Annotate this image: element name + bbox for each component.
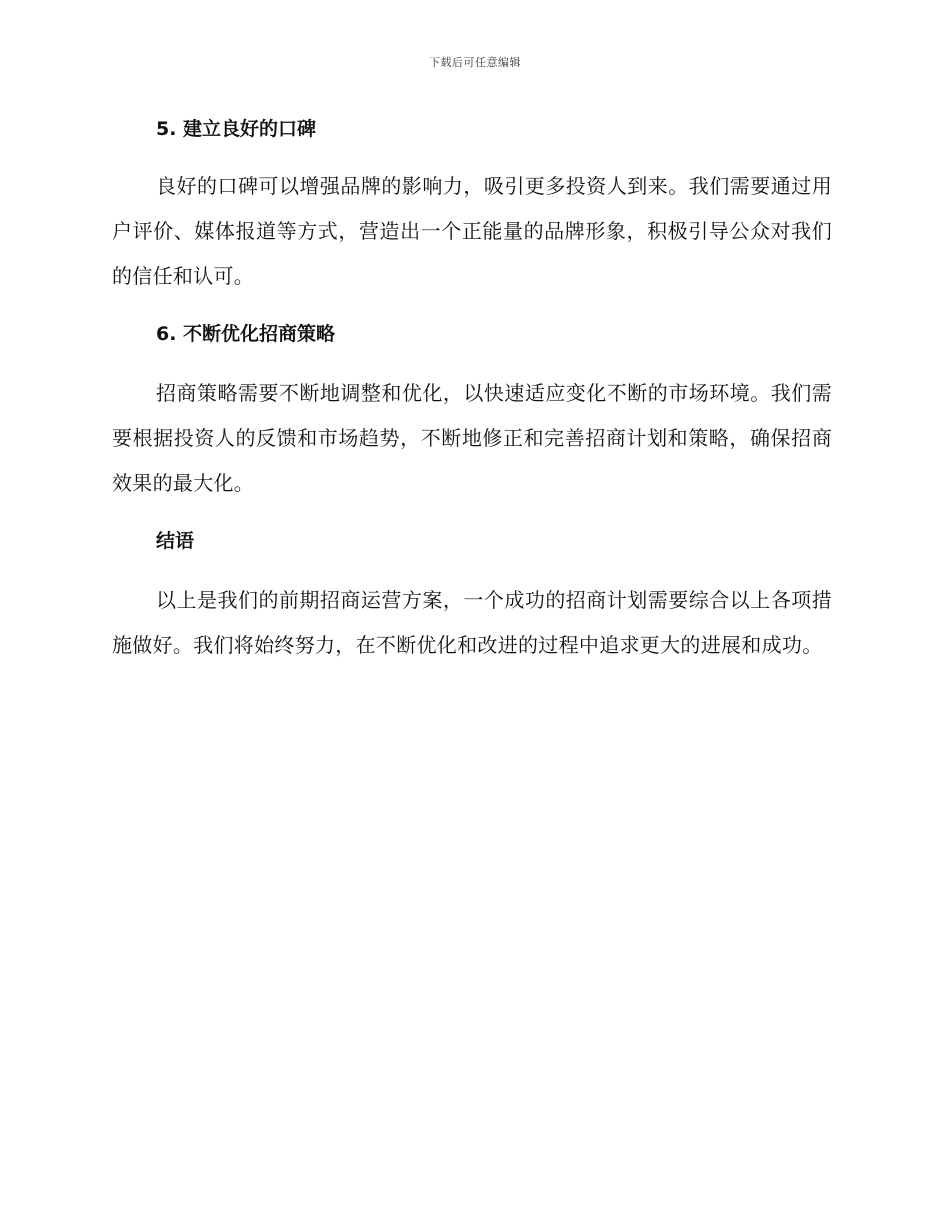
section-heading-conclusion: 结语 bbox=[156, 530, 195, 552]
section-paragraph-reputation: 良好的口碑可以增强品牌的影响力，吸引更多投资人到来。我们需要通过用户评价、媒体报道等方式，营造出一个正能量的品牌形象，积极引导公众对我们的信任和认可。 bbox=[112, 174, 832, 288]
section-heading-strategy: 6. 不断优化招商策略 bbox=[156, 323, 336, 345]
document-body bbox=[112, 112, 832, 668]
header-note: 下载后可任意编辑 bbox=[429, 56, 521, 69]
section-paragraph-conclusion: 以上是我们的前期招商运营方案，一个成功的招商计划需要综合以上各项措施做好。我们将始终努力，在不断优化和改进的过程中追求更大的进展和成功。 bbox=[112, 588, 832, 657]
section-heading-reputation: 5. 建立良好的口碑 bbox=[156, 118, 317, 140]
section-paragraph-strategy: 招商策略需要不断地调整和优化，以快速适应变化不断的市场环境。我们需要根据投资人的反馈和市场趋势，不断地修正和完善招商计划和策略，确保招商效果的最大化。 bbox=[112, 381, 832, 495]
